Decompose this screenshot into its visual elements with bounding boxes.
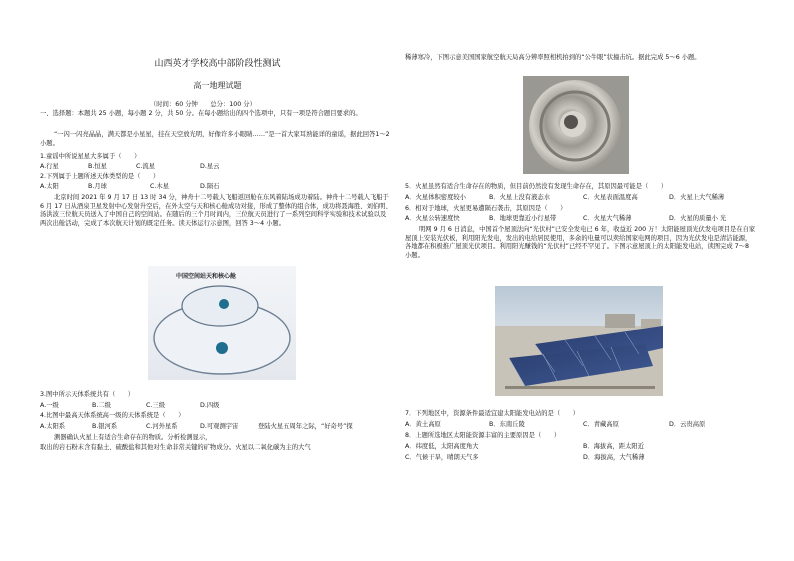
shenzhou-passage: 北京时间 2021 年 9 月 17 日 13 时 34 分，神舟十二号载人飞船返回舱在东风着陆场成功着陆。神舟十二号载人飞船于 6 月 17 日从酒泉卫星发射中心发射升空后，在外太空与天和核心舱成功对接，形成了整体的组合体，成功将聂海胜、刘伯明、汤洪波三位航天员送入了中国自己的空间站。在随后的三个月时间内，三位航天员进行了一系列空间科学实验和技术试验以及两次出舱活动，完成了本次航天计划的既定任务。读天体运行示意图，回答 3～4 小题。: [40, 194, 392, 227]
q4-option-b[interactable]: B.银河系: [92, 423, 118, 430]
q3-option-b[interactable]: B.二级: [92, 402, 111, 409]
solar-passage: 明网 9 月 6 日消息，中国首个屋顶法向“光伏村”已安全发电已 6 年，收益近 200 万！太阳能屋顶光伏发电项目是在自家屋顶上安装光伏板，利用阳光发电，发出的电给居民使用，多余的电量可以卖给国家电网的项目，因为光伏发电是清洁能源，各地都在积极推广屋顶光伏项目。利用阳光赚钱的“光伏村”已经不罕见了。下图示意屋顶上的太阳能发电站，读图完成 7～8 小题。: [405, 226, 756, 259]
q4-option-a[interactable]: A.太阳系: [40, 423, 66, 430]
q8-option-b[interactable]: B．海拔高，距太阳近: [583, 443, 644, 450]
q5-option-d[interactable]: D．火星上大气稀薄: [669, 194, 725, 201]
q2-option-a[interactable]: A.太阳: [40, 183, 59, 190]
question-8: 8．上题所选地区太阳能资源丰富的主要原因是（ ）: [405, 432, 561, 439]
exam-subtitle: 高一地理试题: [193, 81, 242, 90]
station-dot: [219, 299, 229, 309]
q1-option-d[interactable]: D.星云: [200, 163, 220, 170]
q8-option-c[interactable]: C．气候干旱，晴朗天气多: [405, 454, 479, 461]
q4-option-c[interactable]: C.河外星系: [146, 423, 178, 430]
q8-option-a[interactable]: A．纬度低，太阳高度角大: [405, 443, 479, 450]
q7-option-a[interactable]: A．黄土高原: [405, 421, 441, 428]
q1-option-c[interactable]: C.流星: [136, 163, 155, 170]
q1-option-a[interactable]: A.行星: [40, 163, 59, 170]
exam-meta: （时间：60 分钟 总分：100 分）: [150, 101, 256, 108]
mars-passage-line3: 取出的岩石粉末含有黏土、硫酸盐和其他对生命非常关键的矿物成分。火星以二氧化碳为主的大气: [40, 444, 311, 451]
q6-option-a[interactable]: A．火星公转速度快: [405, 215, 460, 222]
q4-option-d[interactable]: D.可观测宇宙: [200, 423, 239, 430]
poem-passage: “一闪一闪亮晶晶，满天都是小星星，挂在天空放光明，好像许多小眼睛……”是一首大家耳熟能详的童谣，据此回答1～2 小题。: [40, 131, 390, 147]
exam-title: 山西英才学校高中部阶段性测试: [154, 59, 281, 69]
q2-option-b[interactable]: B.月球: [88, 183, 107, 190]
question-7: 7．下列地区中，资源条件最适宜建太阳能发电站的是（ ）: [405, 410, 580, 417]
q8-option-d[interactable]: D．海拔高，大气稀薄: [583, 454, 645, 461]
question-5: 5．火星虽然有适合生命存在的物质，但目前仍然没有发现生命存在，其原因最可能是（ ）: [405, 183, 668, 190]
q3-option-d[interactable]: D.四级: [200, 402, 220, 409]
q7-option-c[interactable]: C．青藏高原: [583, 421, 619, 428]
mars-passage-cont: 稀薄寒冷，下图示意美国国家航空航天局高分辨率照相机拍到的“公牛眼”状撞击坑。据此完成 5～6 小题。: [405, 54, 701, 61]
question-4: 4.比图中最高天体系统高一级的天体系统是（ ）: [40, 412, 185, 419]
q1-option-b[interactable]: B.恒星: [88, 163, 107, 170]
q6-option-b[interactable]: B．地球更靠近小行星带: [489, 215, 557, 222]
q6-option-d[interactable]: D．火星的质量小 光: [669, 215, 727, 222]
question-3: 3.图中所示天体系统共有（ ）: [40, 391, 135, 398]
q7-option-b[interactable]: B．东南丘陵: [489, 421, 525, 428]
q2-option-c[interactable]: C.木星: [150, 183, 169, 190]
q2-option-d[interactable]: D.陨石: [200, 183, 220, 190]
space-station-diagram: [148, 266, 296, 380]
solar-panel-image: [495, 286, 663, 396]
crater-image: [523, 76, 629, 174]
q5-option-c[interactable]: C．火星表面温度高: [583, 194, 638, 201]
question-2: 2.下列属于上题所述天体类型的是（ ）: [40, 173, 160, 180]
q5-option-b[interactable]: B．火星上没有液态水: [489, 194, 550, 201]
mars-passage-line2: 测器确认火星上有适合生命存在的物质。分析检测显示，: [54, 434, 212, 441]
q3-option-a[interactable]: A.一级: [40, 402, 59, 409]
question-1: 1.童谣中所说星星大多属于（ ）: [40, 153, 141, 160]
earth-dot: [216, 342, 228, 354]
q7-option-d[interactable]: D．云贵高原: [669, 421, 706, 428]
q6-option-c[interactable]: C．火星大气稀薄: [583, 215, 632, 222]
question-6: 6．相对于地球，火星更易遭陨石袭击，其原因是（ ）: [405, 205, 567, 212]
mars-passage-line1: 登陆火星五周年之际，“好奇号”探: [258, 423, 353, 430]
diagram-label: 中国空间站天和核心舱: [176, 273, 237, 280]
q3-option-c[interactable]: C.三级: [146, 402, 165, 409]
q5-option-a[interactable]: A．火星体积密度较小: [405, 194, 466, 201]
section-instructions: 一、选择题：本题共 25 小题，每小题 2 分，共 50 分。在每小题给出的四个选项中，只有一项是符合题目要求的。: [40, 110, 362, 117]
